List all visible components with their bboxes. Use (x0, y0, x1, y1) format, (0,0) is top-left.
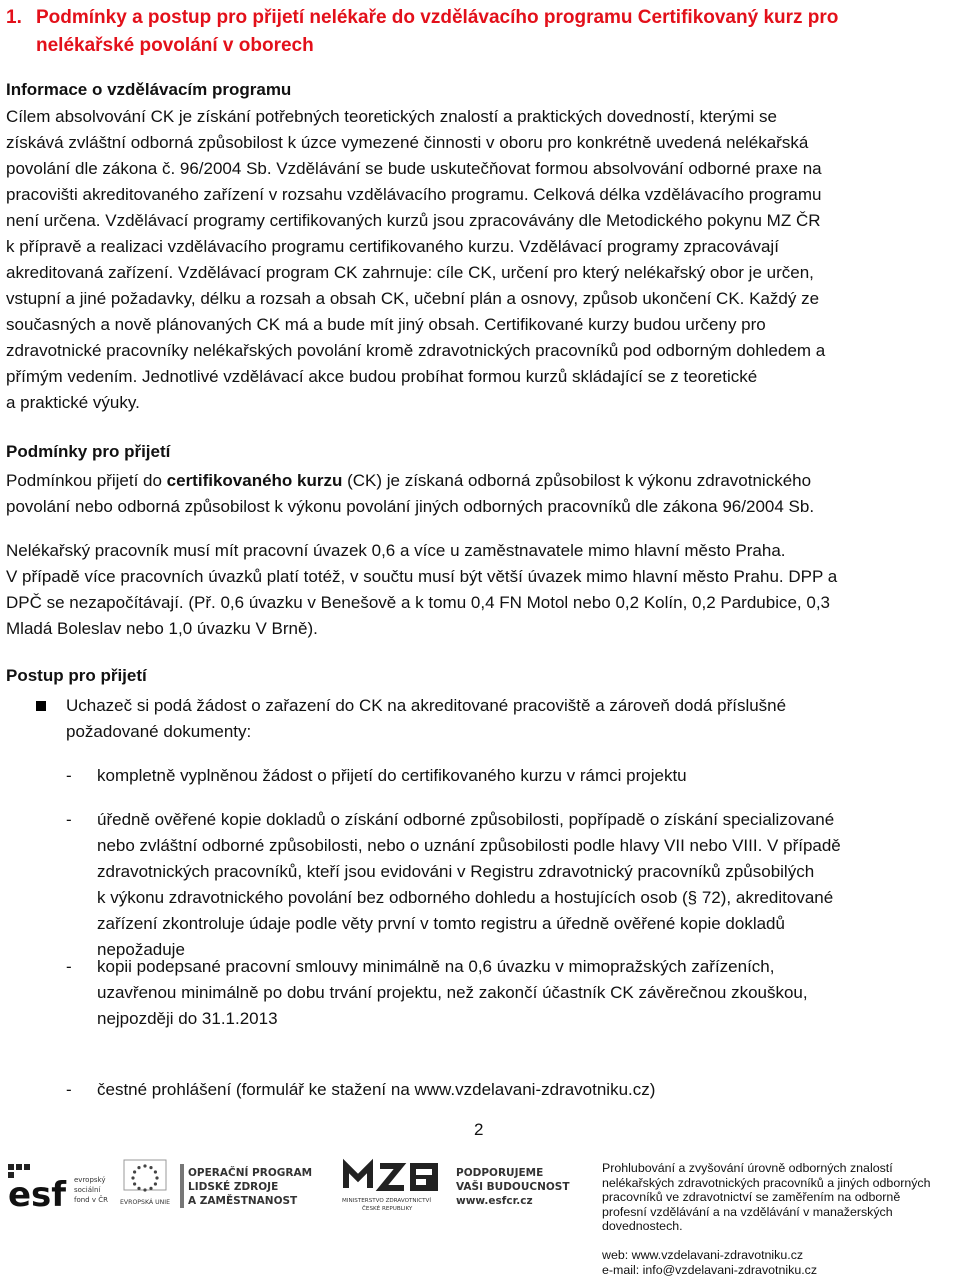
svg-text:evropský: evropský (74, 1176, 106, 1184)
svg-text:VAŠI BUDOUCNOST: VAŠI BUDOUCNOST (456, 1181, 570, 1193)
info-line: zdravotnické pracovníky nelékařských povolání kromě zdravotnických pracovníků pod odborným dohledem a (6, 341, 826, 360)
footer-project-description (602, 1161, 942, 1234)
info-paragraph (6, 104, 946, 416)
info-line: povolání dle zákona č. 96/2004 Sb. Vzdělávání se bude uskutečňovat formou absolvování odborné praxe na (6, 159, 822, 178)
list-item (97, 763, 947, 789)
info-line: přímým vedením. Jednotlivé vzdělávací akce budou probíhat formou kurzů skládající se z teoretické (6, 367, 758, 386)
ministry-of-health-logo (340, 1158, 450, 1216)
info-line: k přípravě a realizaci vzdělávacího programu certifikovaného kurzu. Vzdělávací programy zpracovávají (6, 237, 779, 256)
info-line: pracovišti akreditovaného zařízení v rozsahu vzdělávacího programu. Celková délka vzdělávacího programu (6, 185, 822, 204)
info-line: a praktické výuky. (6, 393, 140, 412)
list-item-line: nebo zvláštní odborné způsobilosti, nebo o uznání způsobilosti podle hlavy VII nebo VIII. V případě (97, 836, 841, 855)
heading-line-2: nelékařské povolání v oborech (36, 35, 314, 56)
info-line: současných a nově plánovaných CK má a bude mít jiný obsah. Certifikované kurzy budou určeny pro (6, 315, 766, 334)
procedure-title: Postup pro přijetí (6, 666, 147, 685)
conditions-line: V případě více pracovních úvazků platí totéž, v součtu musí být větší úvazek mimo hlavní město Prahu. DPP a (6, 567, 838, 586)
dash-marker: - (66, 1080, 72, 1099)
square-bullet-icon (36, 701, 46, 711)
svg-text:fond v ČR: fond v ČR (74, 1196, 108, 1204)
footer-logos (8, 1158, 588, 1218)
svg-text:www.esfcr.cz: www.esfcr.cz (456, 1195, 533, 1207)
heading-number: 1. (6, 7, 22, 28)
footer-project-line: profesní vzdělávání a na vzdělávání v manažerských (602, 1204, 893, 1219)
list-item-line: úředně ověřené kopie dokladů o získání odborné způsobilosti, popřípadě o získání specializované (97, 810, 835, 829)
svg-text:ČESKÉ REPUBLIKY: ČESKÉ REPUBLIKY (362, 1206, 413, 1212)
conditions-paragraph-2 (6, 538, 946, 642)
info-line: Cílem absolvování CK je získání potřebných teoretických znalostí a praktických dovedností, kterými se (6, 107, 778, 126)
list-item (97, 807, 947, 963)
info-line: vstupní a jiné požadavky, délku a rozsah a obsah CK, učební plán a osnovy, způsob ukončení CK. Každý ze (6, 289, 820, 308)
esf-logo (8, 1162, 116, 1210)
footer-project-line: pracovníků ve zdravotnictví se zaměřením na odborně (602, 1190, 901, 1204)
footer-email: e-mail: info@vzdelavani-zdravotniku.cz (602, 1263, 818, 1277)
list-item-line: nejpozději do 31.1.2013 (97, 1009, 278, 1028)
bullet-line: Uchazeč si podá žádost o zařazení do CK na akreditované pracoviště a zároveň dodá příslušné (66, 696, 787, 715)
conditions-line: Nelékařský pracovník musí mít pracovní úvazek 0,6 a více u zaměstnavatele mimo hlavní město Praha. (6, 541, 786, 560)
conditions-title: Podmínky pro přijetí (6, 442, 171, 461)
svg-text:MINISTERSTVO ZDRAVOTNICTVÍ: MINISTERSTVO ZDRAVOTNICTVÍ (342, 1198, 432, 1204)
footer-web: web: www.vzdelavani-zdravotniku.cz (602, 1248, 804, 1262)
conditions-text: (CK) je získaná odborná způsobilost k výkonu zdravotnického (342, 471, 812, 490)
esf-slogan-logo (456, 1158, 574, 1216)
dash-marker: - (66, 766, 72, 785)
list-item-line: kopii podepsané pracovní smlouvy minimálně na 0,6 úvazku v mimopražských zařízeních, (97, 957, 775, 976)
footer-project-line: Prohlubování a zvyšování úrovně odborných znalostí (602, 1161, 893, 1175)
footer-project-line: dovednostech. (602, 1219, 683, 1233)
list-item-line: čestné prohlášení (formulář ke stažení na www.vzdelavani-zdravotniku.cz) (97, 1080, 656, 1099)
conditions-line: Mladá Boleslav nebo 1,0 úvazku V Brně). (6, 619, 318, 638)
info-line: získává zvláštní odborná způsobilost k úzce vymezené činnosti v oboru pro konkrétně uvedená nelékařská (6, 133, 809, 152)
bullet-line: požadované dokumenty: (66, 722, 252, 741)
op-lzz-logo (180, 1158, 312, 1216)
info-title: Informace o vzdělávacím programu (6, 80, 292, 99)
info-line: akreditovaná zařízení. Vzdělávací program CK zahrnuje: cíle CK, určení pro který nelékařský obor je určen, (6, 263, 814, 282)
list-item-line: zařízení zkontroluje údaje podle věty první v tomto registru a úředně ověřené kopie dokladů (97, 914, 785, 933)
footer-project-line: nelékařských zdravotnických pracovníků a jiných odborných (602, 1175, 931, 1190)
conditions-paragraph-1 (6, 468, 946, 520)
svg-text:A ZAMĚSTNANOST: A ZAMĚSTNANOST (188, 1195, 298, 1207)
conditions-line: DPČ se nezapočítávají. (Př. 0,6 úvazku v Benešově a k tomu 0,4 FN Motol nebo 0,2 Kolín, 0,2 Pardubice, 0,3 (6, 593, 831, 612)
esf-logo-text: esf (8, 1175, 67, 1210)
svg-text:PODPORUJEME: PODPORUJEME (456, 1167, 544, 1179)
info-line: není určena. Vzdělávací programy certifikovaných kurzů jsou zpracovávány dle Metodického pokynu MZ ČR (6, 211, 821, 230)
list-item-line: kompletně vyplněnou žádost o přijetí do certifikovaného kurzu v rámci projektu (97, 766, 687, 785)
conditions-line: povolání nebo odborná způsobilost k výkonu povolání jiných odborných pracovníků dle zákona 96/2004 Sb. (6, 497, 815, 516)
svg-text:LIDSKÉ ZDROJE: LIDSKÉ ZDROJE (188, 1181, 279, 1193)
list-item-line: zdravotnických pracovníků, kteří jsou evidováni v Registru zdravotnický pracovníků způsobilých (97, 862, 815, 881)
list-item-line: nepožaduje (97, 940, 185, 959)
list-item (97, 954, 947, 1032)
list-item-line: uzavřenou minimálně po dobu trvání projektu, než zakončí účastník CK závěrečnou zkouškou, (97, 983, 808, 1002)
conditions-line (6, 468, 946, 494)
conditions-text: Podmínkou přijetí do (6, 471, 167, 490)
page-number: 2 (474, 1120, 484, 1139)
conditions-bold-term: certifikovaného kurzu (166, 471, 343, 490)
section-heading (6, 4, 936, 60)
svg-text:OPERAČNÍ PROGRAM: OPERAČNÍ PROGRAM (188, 1167, 312, 1179)
procedure-bullet-text (66, 693, 916, 745)
eu-flag-logo (120, 1158, 170, 1216)
list-item (97, 1077, 947, 1103)
list-item-line: k výkonu zdravotnického povolání bez odborného dohledu a hostujících osob (§ 72), akreditované (97, 888, 834, 907)
dash-marker: - (66, 810, 72, 829)
svg-text:sociální: sociální (74, 1186, 101, 1194)
svg-text:EVROPSKÁ UNIE: EVROPSKÁ UNIE (120, 1199, 170, 1206)
heading-line-1: Podmínky a postup pro přijetí nelékaře do vzdělávacího programu Certifikovaný kurz pro (36, 7, 839, 28)
dash-marker: - (66, 957, 72, 976)
